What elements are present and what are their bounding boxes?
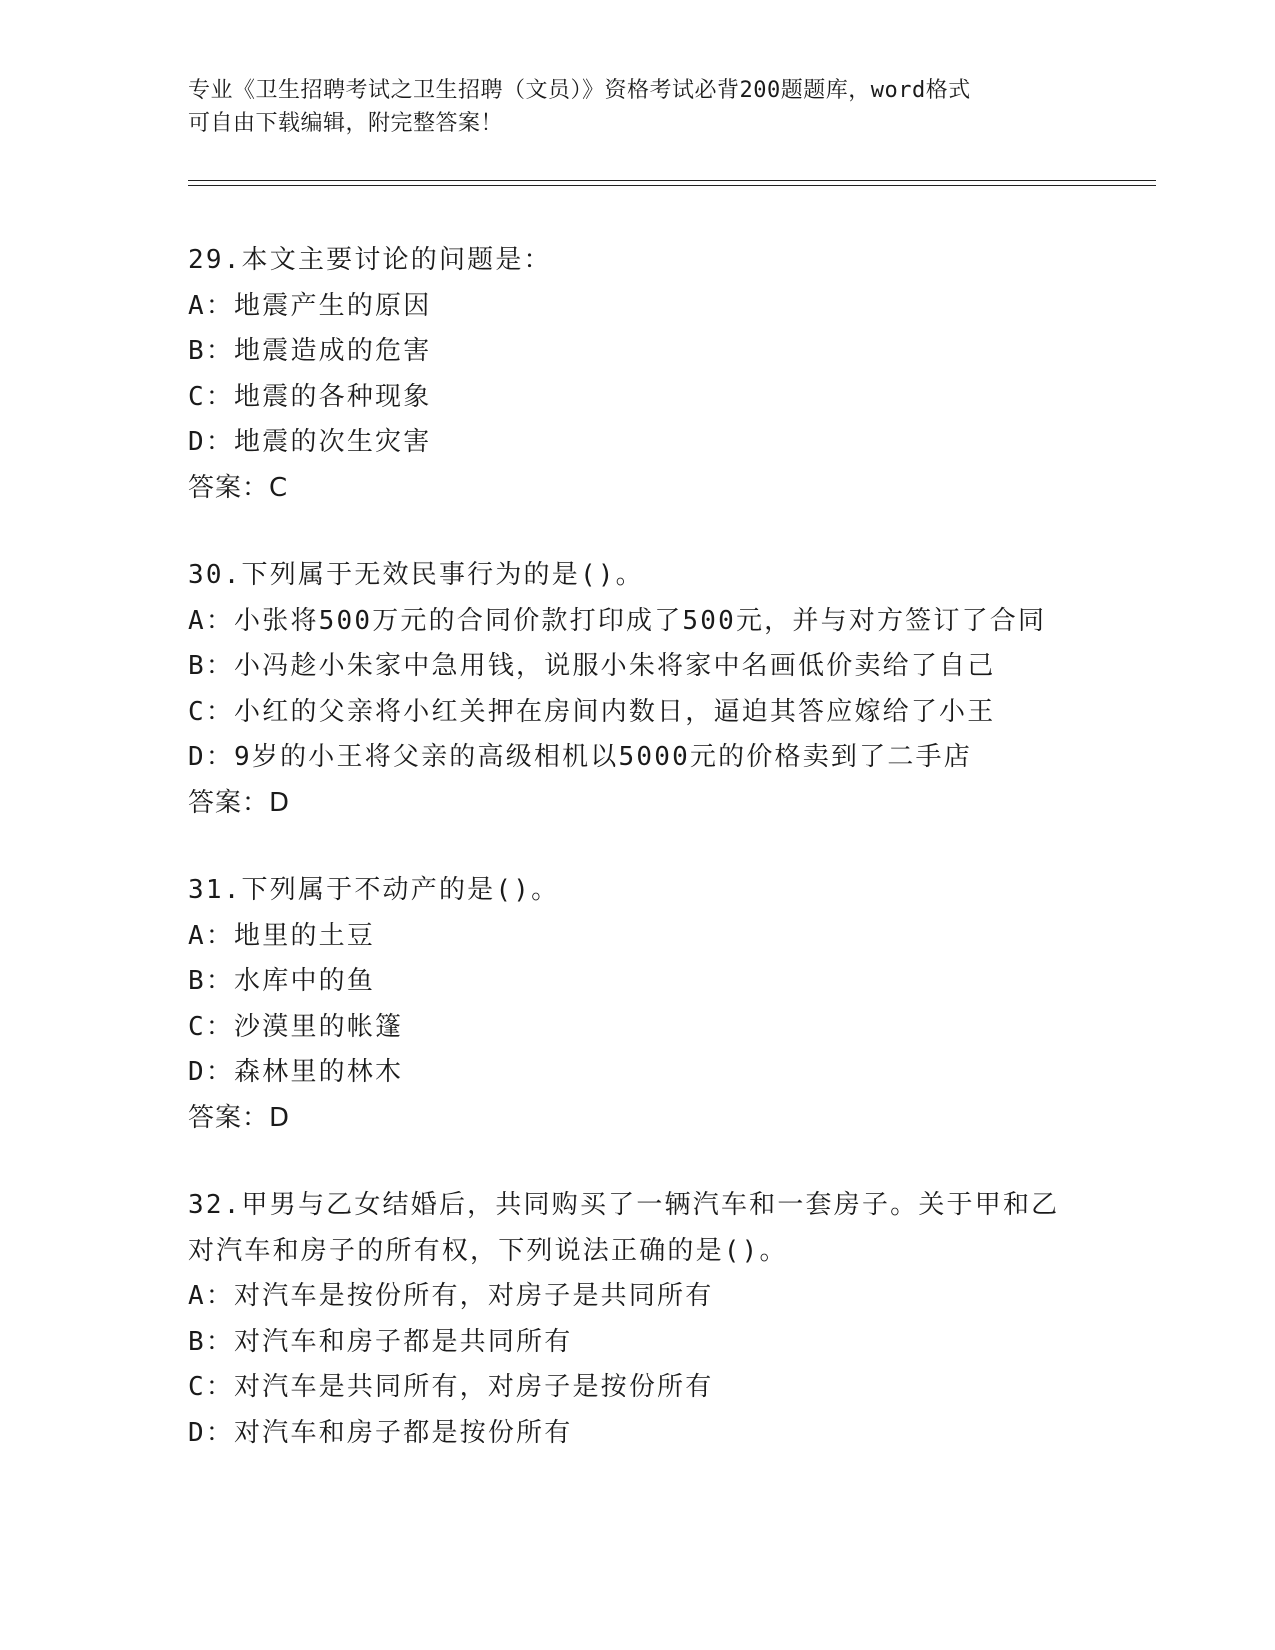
option-b: B：对汽车和房子都是共同所有 (188, 1326, 573, 1357)
option-a: A：对汽车是按份所有，对房子是共同所有 (188, 1281, 714, 1311)
option-d: D：地震的次生灾害 (188, 427, 432, 457)
answer-line: 答案：D (188, 787, 291, 818)
option-c: C：对汽车是共同所有，对房子是按份所有 (188, 1372, 714, 1402)
option-a: A：小张将500万元的合同价款打印成了500元，并与对方签订了合同 (188, 605, 1047, 636)
option-b: B：小冯趁小朱家中急用钱，说服小朱将家中名画低价卖给了自己 (188, 651, 996, 681)
header-divider-bottom (188, 185, 1156, 186)
header-line-2: 可自由下载编辑，附完整答案！ (188, 111, 504, 136)
question-31 (188, 868, 1148, 1141)
option-b: B：水库中的鱼 (188, 966, 376, 996)
question-stem-line-2: 对汽车和房子的所有权，下列说法正确的是()。 (188, 1235, 788, 1266)
option-b: B：地震造成的危害 (188, 336, 432, 366)
option-d: D：9岁的小王将父亲的高级相机以5000元的价格卖到了二手店 (188, 742, 972, 772)
question-32 (188, 1183, 1148, 1456)
option-c: C：沙漠里的帐篷 (188, 1011, 404, 1042)
option-c: C：地震的各种现象 (188, 381, 432, 412)
question-stem: 31.下列属于不动产的是()。 (188, 875, 560, 905)
answer-line: 答案：D (188, 1102, 291, 1133)
question-stem: 29.本文主要讨论的问题是： (188, 245, 552, 275)
header-divider-top (188, 180, 1156, 181)
question-29 (188, 238, 1148, 511)
question-list (188, 238, 1148, 1456)
header-line-1: 专业《卫生招聘考试之卫生招聘（文员）》资格考试必背200题题库，word格式 (188, 78, 971, 103)
question-30 (188, 553, 1148, 826)
option-c: C：小红的父亲将小红关押在房间内数日，逼迫其答应嫁给了小王 (188, 696, 996, 727)
option-a: A：地震产生的原因 (188, 290, 432, 321)
option-a: A：地里的土豆 (188, 920, 376, 951)
option-d: D：对汽车和房子都是按份所有 (188, 1417, 573, 1448)
question-stem: 30.下列属于无效民事行为的是()。 (188, 560, 644, 590)
option-d: D：森林里的林木 (188, 1057, 404, 1087)
answer-line: 答案：C (188, 472, 289, 503)
document-header (188, 74, 1088, 140)
question-stem-line-1: 32.甲男与乙女结婚后，共同购买了一辆汽车和一套房子。关于甲和乙 (188, 1190, 1060, 1220)
